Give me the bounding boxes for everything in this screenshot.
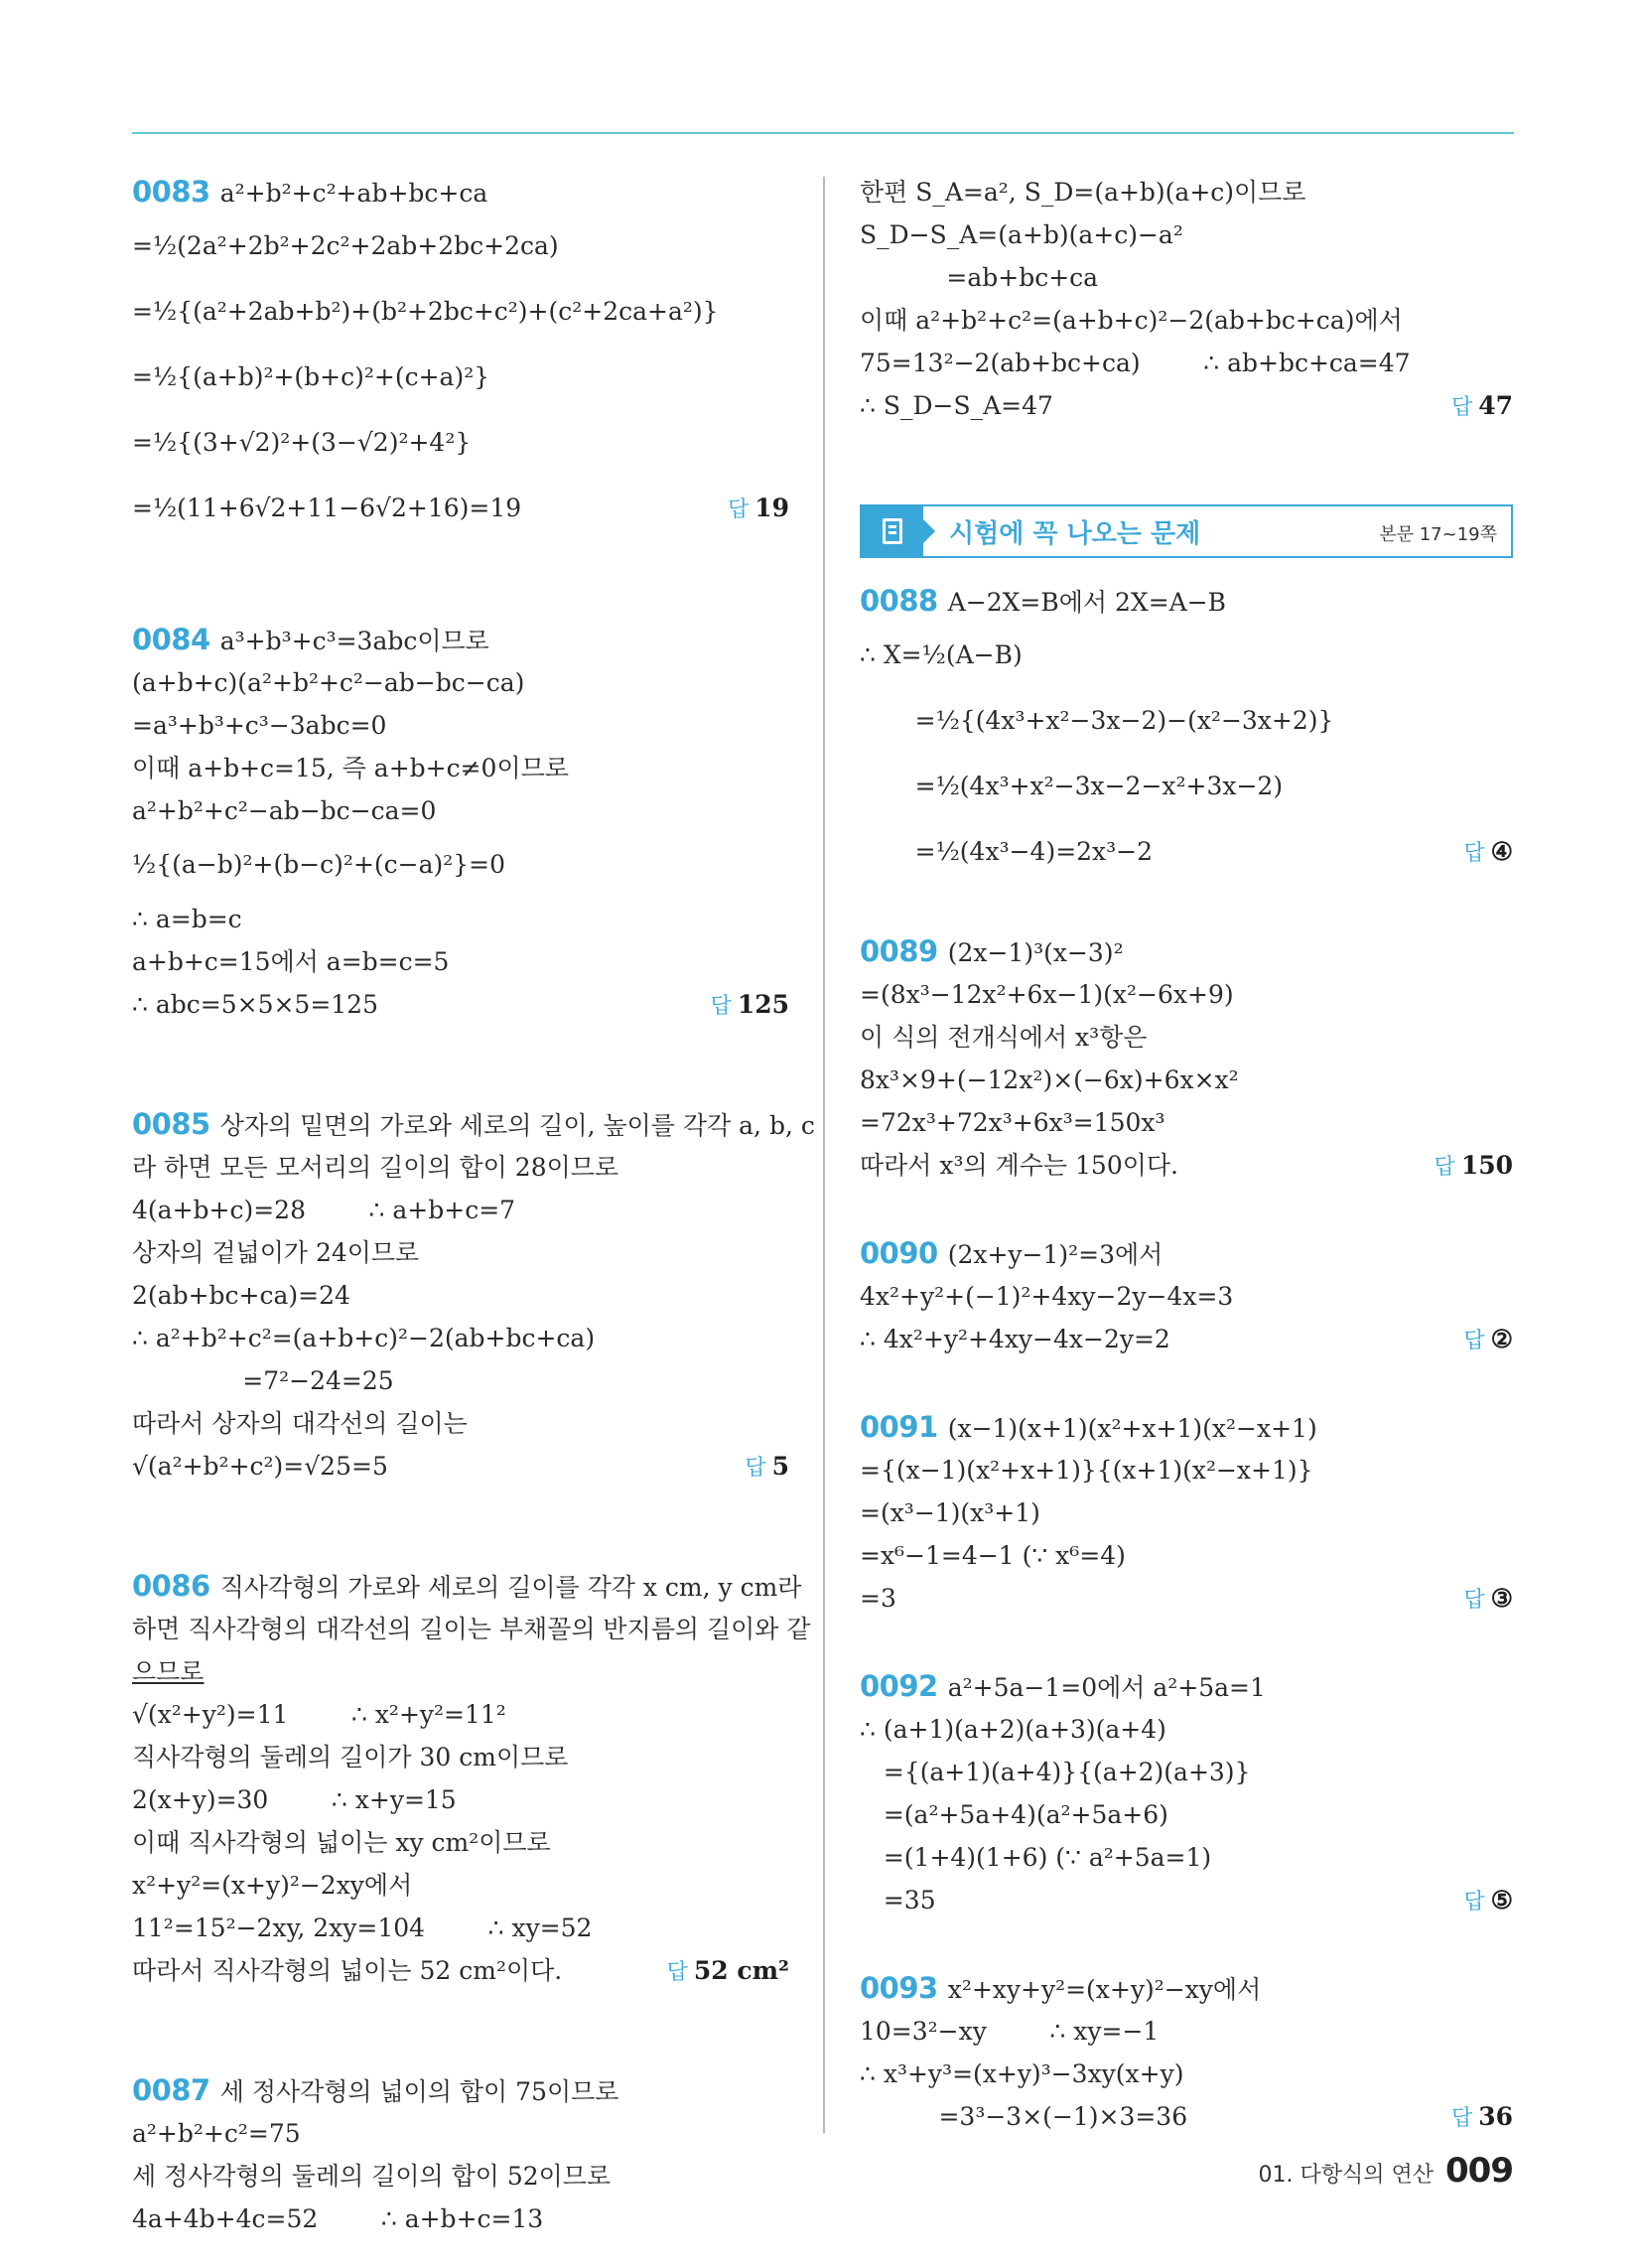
answer — [1435, 1144, 1513, 1189]
line-text: a²+b²+c²=75 — [132, 2119, 301, 2148]
line-text: a²+b²+c²−ab−bc−ca=0 — [132, 796, 437, 825]
line-text: =½{(3+√2)²+(3−√2)²+4²} — [132, 428, 472, 457]
answer-tag: 답 — [666, 1960, 688, 1985]
line-text: 직사각형의 둘레의 길이가 30 cm이므로 — [132, 1743, 569, 1772]
answer-tag: 답 — [1450, 2106, 1473, 2131]
line-text: ={(x−1)(x²+x+1)}{(x+1)(x²−x+1)} — [860, 1456, 1313, 1485]
solution-line — [860, 1879, 1513, 1921]
answer — [1463, 1879, 1513, 1923]
answer-value: ⑤ — [1490, 1886, 1513, 1914]
line-text: 직사각형의 가로와 세로의 길이를 각각 x cm, y cm라 — [219, 1573, 802, 1602]
solution-line — [860, 1967, 1513, 2010]
answer-tag: 답 — [1463, 1329, 1485, 1353]
line-text: =a³+b³+c³−3abc=0 — [132, 711, 387, 740]
line-text: =3 — [860, 1584, 896, 1613]
solution-line — [132, 1103, 815, 1146]
line-text: 8x³×9+(−12x²)×(−6x)+6x×x² — [860, 1065, 1239, 1094]
problem-block — [132, 619, 789, 1026]
solution-line — [132, 747, 789, 789]
answer-value: ③ — [1490, 1584, 1513, 1613]
line-text: 으므로 — [132, 1657, 205, 1686]
line-text: a³+b³+c³=3abc이므로 — [219, 627, 489, 655]
solution-line — [132, 1565, 802, 1608]
top-rule — [132, 132, 1514, 134]
line-text: ∴ a=b=c — [132, 905, 242, 933]
solution-line — [860, 1534, 1513, 1577]
line-text: 한편 S_A=a², S_D=(a+b)(a+c)이므로 — [860, 178, 1306, 207]
problem-number: 0087 — [132, 2073, 210, 2107]
line-text: ∴ S_D−S_A=47 — [860, 391, 1053, 420]
line-text: 75=13²−2(ab+bc+ca) ∴ ab+bc+ca=47 — [860, 349, 1411, 377]
answer-tag: 답 — [1463, 841, 1485, 866]
solution-line — [860, 1708, 1513, 1751]
line-text: (2x−1)³(x−3)² — [947, 938, 1124, 967]
solution-line — [132, 1864, 789, 1907]
solution-line — [860, 1751, 1513, 1793]
solution-line — [132, 410, 789, 476]
line-text: 2(x+y)=30 ∴ x+y=15 — [132, 1785, 457, 1814]
problem-number: 0088 — [860, 584, 938, 618]
line-text: ∴ 4x²+y²+4xy−4x−2y=2 — [860, 1325, 1170, 1353]
line-text: A−2X=B에서 2X=A−B — [947, 588, 1227, 617]
line-text: =x⁶−1=4−1 (∵ x⁶=4) — [860, 1541, 1126, 1570]
solution-line — [132, 1231, 789, 1274]
solution-line — [860, 1318, 1513, 1360]
solution-line — [860, 2010, 1513, 2053]
line-text: 이때 직사각형의 넓이는 xy cm²이므로 — [132, 1828, 551, 1857]
line-text: a+b+c=15에서 a=b=c=5 — [132, 947, 450, 976]
solution-line — [132, 1821, 789, 1864]
answer — [711, 983, 789, 1028]
banner-title: 시험에 꼭 나오는 문제 — [949, 518, 1201, 549]
solution-line — [860, 819, 1513, 885]
solution-line — [132, 1445, 789, 1488]
solution-line — [860, 930, 1513, 973]
answer-tag: 답 — [745, 1456, 766, 1481]
solution-line — [132, 476, 789, 541]
solution-line — [860, 1449, 1513, 1491]
line-text: 이 식의 전개식에서 x³항은 — [860, 1023, 1148, 1052]
solution-line — [132, 2112, 789, 2155]
line-text: x²+y²=(x+y)²−2xy에서 — [132, 1871, 413, 1900]
line-text: =½{(4x³+x²−3x−2)−(x²−3x+2)} — [860, 706, 1334, 735]
book-icon — [883, 518, 902, 544]
answer-value: 5 — [771, 1452, 789, 1481]
solution-line — [860, 299, 1513, 342]
solution-line — [860, 1144, 1513, 1187]
line-text: =7²−24=25 — [132, 1366, 394, 1395]
solution-line — [132, 2069, 789, 2112]
answer — [1463, 1318, 1513, 1362]
answer-value: ② — [1490, 1325, 1513, 1353]
line-text: =½(4x³+x²−3x−2−x²+3x−2) — [860, 772, 1284, 800]
solution-line — [132, 1693, 789, 1736]
solution-line — [132, 213, 789, 279]
answer-tag: 답 — [1450, 395, 1473, 420]
section-banner — [860, 504, 1513, 558]
answer — [667, 1949, 789, 1994]
line-text: ={(a+1)(a+4)}{(a+2)(a+3)} — [860, 1758, 1251, 1786]
solution-line — [132, 171, 789, 213]
line-text: =½(4x³−4)=2x³−2 — [860, 837, 1154, 866]
problem-block — [860, 580, 1513, 885]
solution-line — [132, 983, 789, 1026]
solution-line — [860, 2095, 1513, 2138]
line-text: x²+xy+y²=(x+y)²−xy에서 — [947, 1975, 1262, 2004]
left-column — [132, 171, 815, 2240]
right-problems — [860, 580, 1513, 2138]
line-text: (x−1)(x+1)(x²+x+1)(x²−x+1) — [947, 1414, 1317, 1443]
solution-line — [132, 1402, 789, 1445]
solution-line — [860, 213, 1513, 256]
line-text: 10=3²−xy ∴ xy=−1 — [860, 2017, 1160, 2046]
solution-line — [860, 1665, 1513, 1708]
answer — [1463, 1577, 1513, 1622]
answer-value: ④ — [1490, 837, 1513, 866]
banner-page-ref: 본문 17~19쪽 — [1379, 524, 1497, 545]
solution-line — [132, 661, 789, 704]
line-text: =3³−3×(−1)×3=36 — [860, 2102, 1188, 2131]
line-text: =35 — [860, 1886, 936, 1914]
solution-line — [132, 345, 789, 410]
line-text: ∴ abc=5×5×5=125 — [132, 990, 378, 1019]
answer-value: 125 — [737, 990, 789, 1019]
solution-line — [132, 2155, 789, 2197]
solution-line — [860, 1016, 1513, 1059]
solution-line — [132, 1736, 789, 1778]
solution-line — [860, 256, 1513, 299]
solution-line — [860, 1101, 1513, 1144]
right-continuation — [860, 171, 1513, 427]
line-text: (a+b+c)(a²+b²+c²−ab−bc−ca) — [132, 668, 525, 697]
answer-value: 19 — [754, 494, 789, 522]
line-text: ∴ (a+1)(a+2)(a+3)(a+4) — [860, 1715, 1166, 1744]
line-text: 4a+4b+4c=52 ∴ a+b+c=13 — [132, 2204, 544, 2233]
solution-line — [132, 1778, 789, 1821]
solution-line — [132, 2197, 789, 2240]
solution-line — [860, 1232, 1513, 1275]
problem-number: 0083 — [132, 175, 210, 209]
solution-line — [132, 1189, 789, 1231]
column-divider — [823, 177, 825, 2133]
line-text: √(a²+b²+c²)=√25=5 — [132, 1452, 388, 1481]
line-text: 4(a+b+c)=28 ∴ a+b+c=7 — [132, 1196, 516, 1224]
answer-tag: 답 — [1434, 1155, 1455, 1180]
answer-value: 47 — [1478, 391, 1513, 420]
solution-line — [132, 832, 789, 898]
line-text: (2x+y−1)²=3에서 — [947, 1240, 1163, 1269]
problem-block — [860, 1406, 1513, 1620]
problem-block — [132, 1103, 815, 1488]
line-text: √(x²+y²)=11 ∴ x²+y²=11² — [132, 1700, 506, 1729]
line-text: 세 정사각형의 넓이의 합이 75이므로 — [219, 2077, 619, 2106]
solution-line — [860, 1059, 1513, 1101]
solution-line — [860, 623, 1513, 688]
line-text: 이때 a+b+c=15, 즉 a+b+c≠0이므로 — [132, 754, 569, 782]
solution-line — [860, 171, 1513, 213]
solution-line — [860, 1406, 1513, 1449]
solution-line — [860, 1577, 1513, 1620]
answer — [728, 476, 789, 543]
right-column — [860, 171, 1513, 2138]
line-text: ∴ X=½(A−B) — [860, 640, 1023, 669]
problem-block — [860, 1967, 1513, 2138]
answer-tag: 답 — [1463, 1890, 1485, 1914]
line-text: ∴ a²+b²+c²=(a+b+c)²−2(ab+bc+ca) — [132, 1324, 596, 1352]
solution-line — [132, 940, 789, 983]
problem-block — [860, 1665, 1513, 1921]
footer-chapter: 01. 다항식의 연산 — [1258, 2163, 1435, 2188]
page-number: 009 — [1445, 2151, 1513, 2191]
solution-line — [132, 279, 789, 345]
line-text: 따라서 직사각형의 넓이는 52 cm²이다. — [132, 1956, 563, 1985]
line-text: =72x³+72x³+6x³=150x³ — [860, 1108, 1165, 1137]
line-text: S_D−S_A=(a+b)(a+c)−a² — [860, 220, 1183, 249]
line-text: a²+5a−1=0에서 a²+5a=1 — [947, 1673, 1266, 1702]
problem-number: 0093 — [860, 1971, 938, 2005]
line-text: =½{(a+b)²+(b+c)²+(c+a)²} — [132, 362, 490, 391]
solution-line — [860, 754, 1513, 819]
line-text: 4x²+y²+(−1)²+4xy−2y−4x=3 — [860, 1282, 1234, 1311]
answer-tag: 답 — [727, 497, 750, 522]
line-text: 상자의 밑면의 가로와 세로의 길이, 높이를 각각 a, b, c — [219, 1111, 815, 1140]
answer — [1463, 819, 1513, 887]
problem-block — [860, 1232, 1513, 1360]
line-text: ½{(a−b)²+(b−c)²+(c−a)²}=0 — [132, 850, 506, 879]
line-text: 세 정사각형의 둘레의 길이의 합이 52이므로 — [132, 2162, 612, 2191]
line-text: ∴ x³+y³=(x+y)³−3xy(x+y) — [860, 2059, 1184, 2088]
answer — [745, 1445, 789, 1489]
banner-icon-box — [862, 506, 923, 556]
line-text: =(x³−1)(x³+1) — [860, 1498, 1040, 1527]
problem-number: 0090 — [860, 1236, 938, 1270]
solution-line — [132, 1608, 811, 1650]
solution-line — [860, 1275, 1513, 1318]
problem-number: 0084 — [132, 623, 210, 656]
solution-line — [860, 342, 1513, 384]
problem-block — [132, 1565, 811, 1992]
line-text: 라 하면 모든 모서리의 길이의 합이 28이므로 — [132, 1153, 619, 1182]
problem-block — [132, 2069, 789, 2240]
solution-line — [860, 384, 1513, 427]
solution-line — [860, 973, 1513, 1016]
line-text: 하면 직사각형의 대각선의 길이는 부채꼴의 반지름의 길이와 같 — [132, 1615, 811, 1643]
problem-number: 0086 — [132, 1569, 210, 1603]
solution-line — [132, 704, 789, 747]
solution-line — [132, 1650, 789, 1693]
solution-line — [132, 619, 789, 661]
line-text: =½{(a²+2ab+b²)+(b²+2bc+c²)+(c²+2ca+a²)} — [132, 297, 719, 326]
solution-line — [132, 898, 789, 940]
solution-line — [132, 1907, 789, 1949]
line-text: a²+b²+c²+ab+bc+ca — [219, 179, 488, 208]
problem-number: 0089 — [860, 934, 938, 968]
solution-line — [132, 1317, 789, 1359]
line-text: 2(ab+bc+ca)=24 — [132, 1281, 350, 1310]
solution-line — [132, 1359, 789, 1402]
problem-number: 0085 — [132, 1107, 210, 1141]
line-text: =(a²+5a+4)(a²+5a+6) — [860, 1800, 1168, 1829]
solution-line — [132, 1274, 789, 1317]
problem-number: 0092 — [860, 1669, 938, 1703]
answer — [1451, 384, 1513, 429]
solution-line — [132, 1146, 789, 1189]
line-text: 상자의 겉넓이가 24이므로 — [132, 1238, 420, 1267]
solution-line — [860, 580, 1513, 623]
line-text: 이때 a²+b²+c²=(a+b+c)²−2(ab+bc+ca)에서 — [860, 306, 1403, 335]
solution-line — [132, 789, 789, 832]
answer — [1451, 2095, 1513, 2140]
problem-block — [860, 930, 1513, 1187]
page-footer — [1259, 2151, 1513, 2191]
solution-line — [860, 1491, 1513, 1534]
solution-line — [860, 2053, 1513, 2095]
problem-block — [132, 171, 789, 541]
line-text: 따라서 x³의 계수는 150이다. — [860, 1151, 1178, 1180]
answer-value: 150 — [1460, 1151, 1513, 1180]
answer-value: 36 — [1478, 2102, 1513, 2131]
line-text: =(8x³−12x²+6x−1)(x²−6x+9) — [860, 980, 1234, 1009]
problem-number: 0091 — [860, 1410, 938, 1444]
line-text: =½(11+6√2+11−6√2+16)=19 — [132, 494, 522, 522]
answer-value: 52 cm² — [693, 1956, 789, 1985]
line-text: =½(2a²+2b²+2c²+2ab+2bc+2ca) — [132, 231, 559, 260]
solution-line — [132, 1949, 789, 1992]
solution-line — [860, 688, 1513, 754]
solution-line — [860, 1836, 1513, 1879]
line-text: 11²=15²−2xy, 2xy=104 ∴ xy=52 — [132, 1914, 593, 1942]
line-text: =ab+bc+ca — [860, 263, 1099, 292]
answer-tag: 답 — [1463, 1588, 1485, 1613]
solution-line — [860, 1793, 1513, 1836]
line-text: =(1+4)(1+6) (∵ a²+5a=1) — [860, 1843, 1212, 1872]
answer-tag: 답 — [710, 994, 732, 1019]
line-text: 따라서 상자의 대각선의 길이는 — [132, 1409, 468, 1438]
